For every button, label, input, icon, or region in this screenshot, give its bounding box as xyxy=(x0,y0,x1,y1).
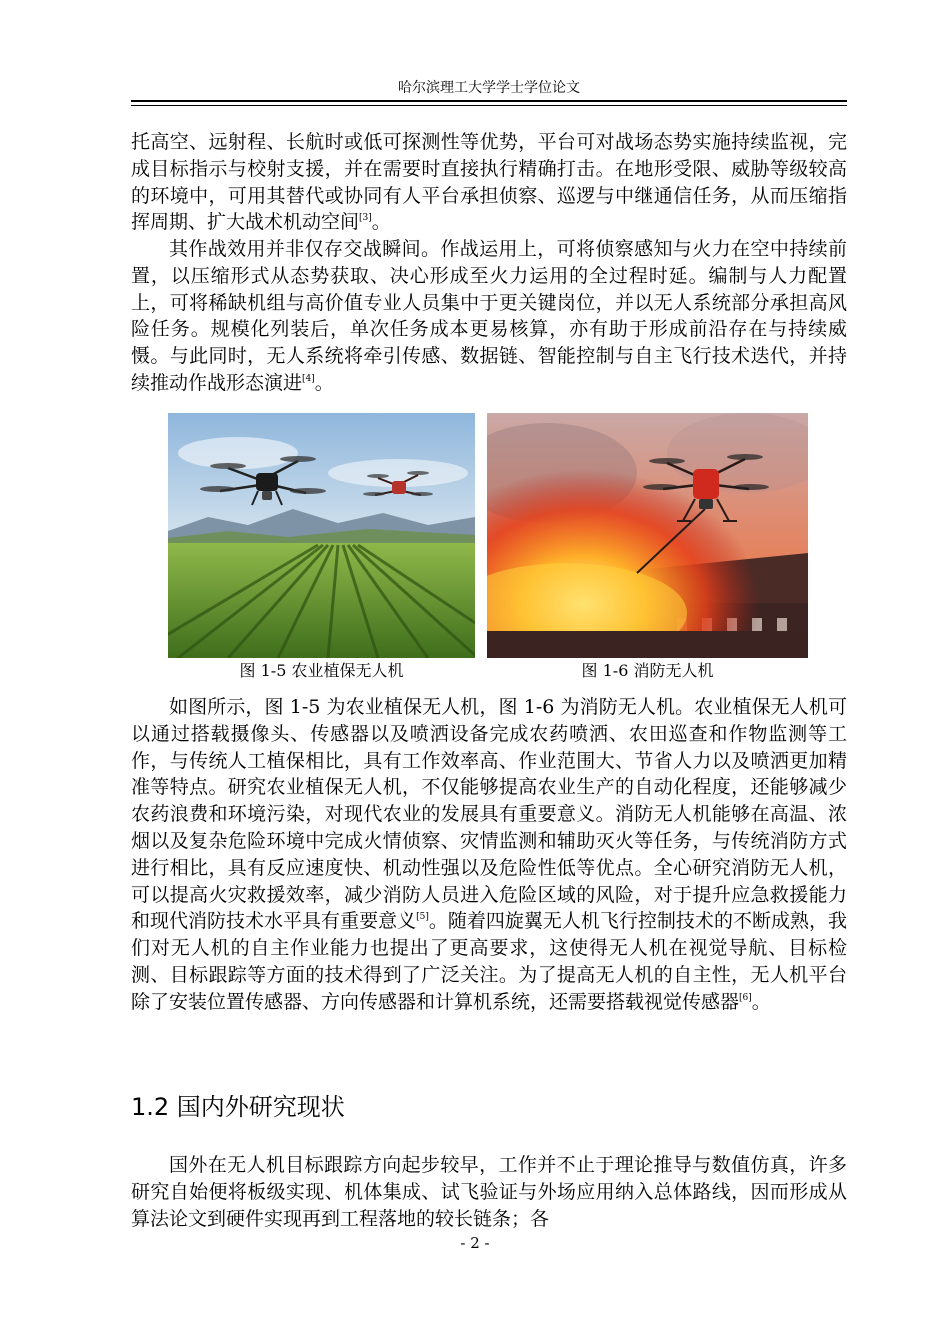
citation-4[interactable]: [4] xyxy=(302,373,315,384)
citation-6[interactable]: [6] xyxy=(739,992,752,1003)
paragraph-3 xyxy=(131,694,847,1016)
header-rule-thin xyxy=(131,105,847,106)
figure-firefighting-drone-image xyxy=(487,413,808,658)
paragraph-1-end: 。 xyxy=(371,211,391,234)
section-heading-1-2: 1.2 国内外研究现状 xyxy=(131,1093,345,1121)
paragraph-3-end: 。 xyxy=(751,990,771,1013)
paragraph-2-text: 其作战效用并非仅存交战瞬间。作战运用上，可将侦察感知与火力在空中持续前置，以压缩形式从态势获取、决心形成至火力运用的全过程时延。编制与人力配置上，可将稀缺机组与高价值专业人员集中于更关键岗位，并以无人系统部分承担高风险任务。规模化列装后，单次任务成本更易核算，亦有助于形成前沿存在与持续威慑。与此同时，无人系统将牵引传感、数据链、智能控制与自主飞行技术迭代，并持续推动作战形态演进 xyxy=(131,238,847,394)
paragraph-1 xyxy=(131,129,847,236)
header-rule-thick xyxy=(131,100,847,102)
paragraph-2-end: 。 xyxy=(314,371,334,394)
figure-1-6-caption: 图 1-6 消防无人机 xyxy=(581,661,714,680)
citation-3[interactable]: [3] xyxy=(359,213,372,224)
page-number: - 2 - xyxy=(460,1234,490,1252)
paragraph-3-text-b: 。随着四旋翼无人机飞行控制技术的不断成熟，我们对无人机的自主作业能力也提出了更高要求，这使得无人机在视觉导航、目标检测、目标跟踪等方面的技术得到了广泛关注。为了提高无人机的自主性，无人机平台除了安装位置传感器、方向传感器和计算机系统，还需要搭载视觉传感器 xyxy=(131,910,847,1013)
paragraph-2 xyxy=(131,236,847,397)
figure-1-5-caption: 图 1-5 农业植保无人机 xyxy=(239,661,404,680)
paragraph-3-text-a: 如图所示，图 1-5 为农业植保无人机，图 1-6 为消防无人机。农业植保无人机可以通过搭载摄像头、传感器以及喷洒设备完成农药喷洒、农田巡查和作物监测等工作，与传统人工植保相比，具有工作效率高、作业范围大、节省人力以及喷洒更加精准等特点。研究农业植保无人机，不仅能够提高农业生产的自动化程度，还能够减少农药浪费和环境污染，对现代农业的发展具有重要意义。消防无人机能够在高温、浓烟以及复杂危险环境中完成火情侦察、灾情监测和辅助灭火等任务，与传统消防方式进行相比，具有反应速度快、机动性强以及危险性低等优点。全心研究消防无人机，可以提高火灾救援效率，减少消防人员进入危险区域的风险，对于提升应急救援能力和现代消防技术水平具有重要意义 xyxy=(131,696,847,933)
running-header: 哈尔滨理工大学学士学位论文 xyxy=(398,80,580,96)
figure-agricultural-drone-image xyxy=(168,413,475,658)
paragraph-1-text: 托高空、远射程、长航时或低可探测性等优势，平台可对战场态势实施持续监视，完成目标指示与校射支援，并在需要时直接执行精确打击。在地形受限、威胁等级较高的环境中，可用其替代或协同有人平台承担侦察、巡逻与中继通信任务，从而压缩指挥周期、扩大战术机动空间 xyxy=(131,131,847,234)
citation-5[interactable]: [5] xyxy=(416,912,429,923)
paragraph-4-text: 国外在无人机目标跟踪方向起步较早，工作并不止于理论推导与数值仿真，许多研究自始便将板级实现、机体集成、试飞验证与外场应用纳入总体路线，因而形成从算法论文到硬件实现再到工程落地的较长链条；各 xyxy=(131,1154,847,1230)
paragraph-4 xyxy=(131,1152,847,1232)
